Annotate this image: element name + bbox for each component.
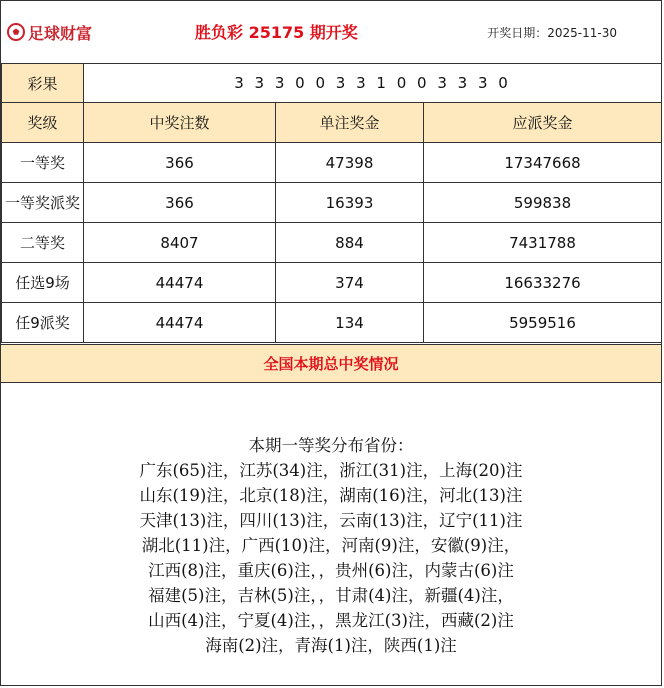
distribution-line: 广东(65)注，江苏(34)注，浙江(31)注，上海(20)注 [139, 461, 523, 480]
total-prize: 7431788 [424, 223, 662, 263]
prize-level: 一等奖派奖 [2, 183, 84, 223]
result-label: 彩果 [2, 64, 84, 103]
football-icon [7, 23, 25, 41]
logo-text: 足球财富 [28, 23, 93, 43]
header [1, 1, 661, 63]
prize-level: 任选9场 [2, 263, 84, 303]
column-header-total: 应派奖金 [424, 103, 662, 143]
page-title: 胜负彩 25175 期开奖 [195, 23, 358, 42]
province-distribution [1, 433, 661, 658]
winner-count: 44474 [84, 263, 276, 303]
table-row [2, 223, 662, 263]
prize-level: 二等奖 [2, 223, 84, 263]
column-header-prize: 单注奖金 [276, 103, 424, 143]
summary-title: 全国本期总中奖情况 [263, 355, 399, 373]
total-prize: 5959516 [424, 303, 662, 343]
site-logo[interactable] [7, 21, 92, 43]
total-prize: 17347668 [424, 143, 662, 183]
table-row [2, 183, 662, 223]
draw-date: 开奖日期：2025-11-30 [487, 26, 617, 40]
distribution-heading: 本期一等奖分布省份： [248, 436, 414, 455]
single-prize: 134 [276, 303, 424, 343]
table-header-row [2, 103, 662, 143]
distribution-line: 海南(2)注，青海(1)注，陕西(1)注 [205, 636, 457, 655]
prize-level: 任9派奖 [2, 303, 84, 343]
prize-level: 一等奖 [2, 143, 84, 183]
distribution-line: 福建(5)注，吉林(5)注，，甘肃(4)注，新疆(4)注， [148, 586, 514, 605]
single-prize: 374 [276, 263, 424, 303]
result-numbers [84, 64, 662, 103]
prize-table [1, 63, 662, 343]
winner-count: 366 [84, 143, 276, 183]
distribution-line: 山西(4)注，宁夏(4)注，，黑龙江(3)注，西藏(2)注 [148, 611, 514, 630]
distribution-line: 湖北(11)注，广西(10)注，河南(9)注，安徽(9)注， [141, 536, 521, 555]
table-row [2, 263, 662, 303]
table-row [2, 143, 662, 183]
column-header-count: 中奖注数 [84, 103, 276, 143]
distribution-line: 山东(19)注，北京(18)注，湖南(16)注，河北(13)注 [139, 486, 523, 505]
single-prize: 47398 [276, 143, 424, 183]
winner-count: 8407 [84, 223, 276, 263]
total-prize: 599838 [424, 183, 662, 223]
winner-count: 44474 [84, 303, 276, 343]
single-prize: 884 [276, 223, 424, 263]
distribution-line: 天津(13)注，四川(13)注，云南(13)注，辽宁(11)注 [139, 511, 523, 530]
result-numbers-text: 3 3 3 0 0 3 3 1 0 0 3 3 3 0 [234, 74, 511, 92]
result-row [2, 64, 662, 103]
single-prize: 16393 [276, 183, 424, 223]
table-row [2, 303, 662, 343]
summary-band [1, 344, 661, 383]
winner-count: 366 [84, 183, 276, 223]
distribution-line: 江西(8)注，重庆(6)注，，贵州(6)注，内蒙古(6)注 [148, 561, 514, 580]
column-header-level: 奖级 [2, 103, 84, 143]
total-prize: 16633276 [424, 263, 662, 303]
